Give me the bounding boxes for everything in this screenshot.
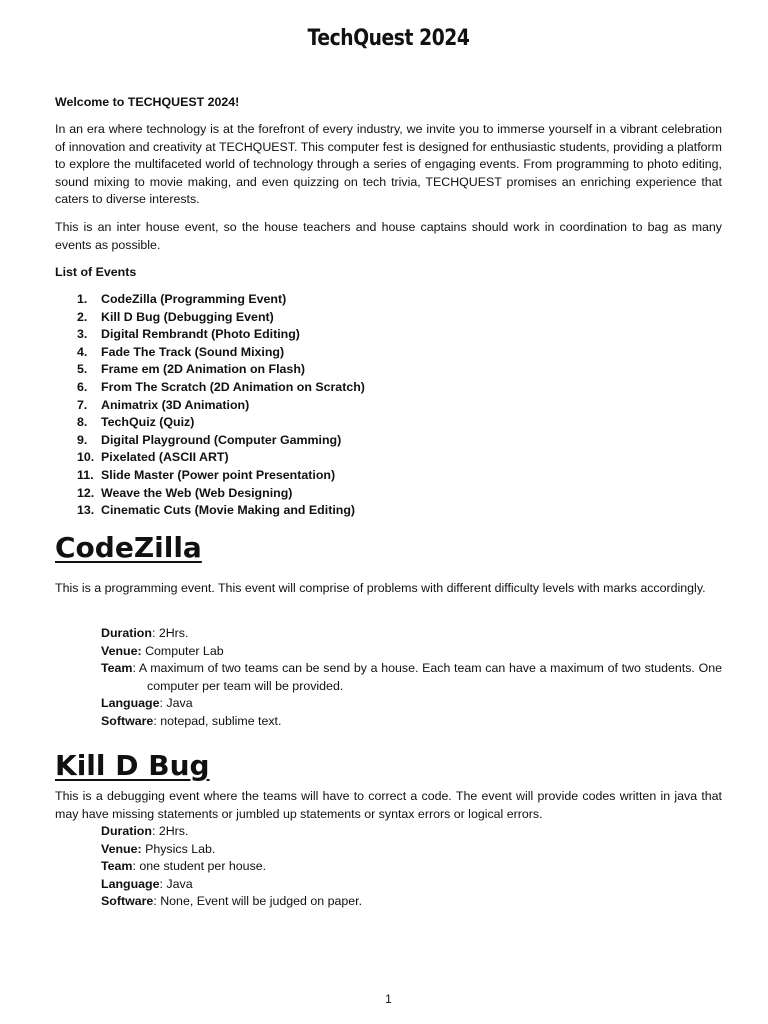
killdbug-heading: Kill D Bug <box>55 749 210 782</box>
list-item: 3. Digital Rembrandt (Photo Editing) <box>77 327 300 342</box>
killdbug-description: This is a debugging event where the teams will have to correct a code. The event will provide codes written in java that may have missing statements or jumbled up statements or syntax errors or logical errors. <box>55 789 722 821</box>
page-title: TechQuest 2024 <box>307 26 470 51</box>
intro-paragraph: In an era where technology is at the forefront of every industry, we invite you to immerse yourself in a vibrant celebration of innovation and creativity at TECHQUEST. This computer fest is designed for enthusiastic students, providing a platform to explore the multifaceted world of technology through a series of engaging events. From programming to photo editing, sound mixing to movie making, and even quizzing on tech trivia, TECHQUEST promises an enriching experience that caters to diverse interests. <box>55 122 722 206</box>
team-row: Team: A maximum of two teams can be send by a house. Each team can have a maximum of two students. One computer per team will be provided. <box>101 661 722 693</box>
inter-house-paragraph: This is an inter house event, so the house teachers and house captains should work in coordination to bag as many events as possible. <box>55 220 722 252</box>
killdbug-details <box>101 823 722 911</box>
list-item: 2. Kill D Bug (Debugging Event) <box>77 309 274 324</box>
software-row: Software: notepad, sublime text. <box>101 713 282 728</box>
venue-row: Venue: Computer Lab <box>101 643 224 658</box>
welcome-heading: Welcome to TECHQUEST 2024! <box>55 95 240 109</box>
list-item: 13. Cinematic Cuts (Movie Making and Editing) <box>77 503 356 518</box>
list-item: 1. CodeZilla (Programming Event) <box>77 292 287 306</box>
language-row: Language: Java <box>101 696 193 710</box>
list-item: 8. TechQuiz (Quiz) <box>77 415 195 430</box>
list-item: 6. From The Scratch (2D Animation on Scratch) <box>77 379 365 394</box>
list-item: 11. Slide Master (Power point Presentation) <box>77 467 336 482</box>
codezilla-heading: CodeZilla <box>55 531 202 564</box>
team-row: Team: one student per house. <box>101 859 267 873</box>
venue-row: Venue: Physics Lab. <box>101 841 216 856</box>
list-item: 9. Digital Playground (Computer Gamming) <box>77 432 342 447</box>
software-row: Software: None, Event will be judged on paper. <box>101 894 363 908</box>
list-item: 5. Frame em (2D Animation on Flash) <box>77 362 306 377</box>
list-item: 12. Weave the Web (Web Designing) <box>77 485 293 500</box>
list-item: 7. Animatrix (3D Animation) <box>77 397 250 412</box>
duration-row: Duration: 2Hrs. <box>101 626 189 640</box>
codezilla-details <box>101 625 722 730</box>
events-list-heading: List of Events <box>55 265 137 279</box>
language-row: Language: Java <box>101 876 193 891</box>
list-item: 4. Fade The Track (Sound Mixing) <box>77 344 285 359</box>
codezilla-description: This is a programming event. This event will comprise of problems with different difficulty levels with marks accordingly. <box>55 581 706 595</box>
events-list <box>77 291 365 520</box>
page-number: 1 <box>385 992 392 1006</box>
duration-row: Duration: 2Hrs. <box>101 824 189 838</box>
list-item: 10. Pixelated (ASCII ART) <box>77 450 229 465</box>
